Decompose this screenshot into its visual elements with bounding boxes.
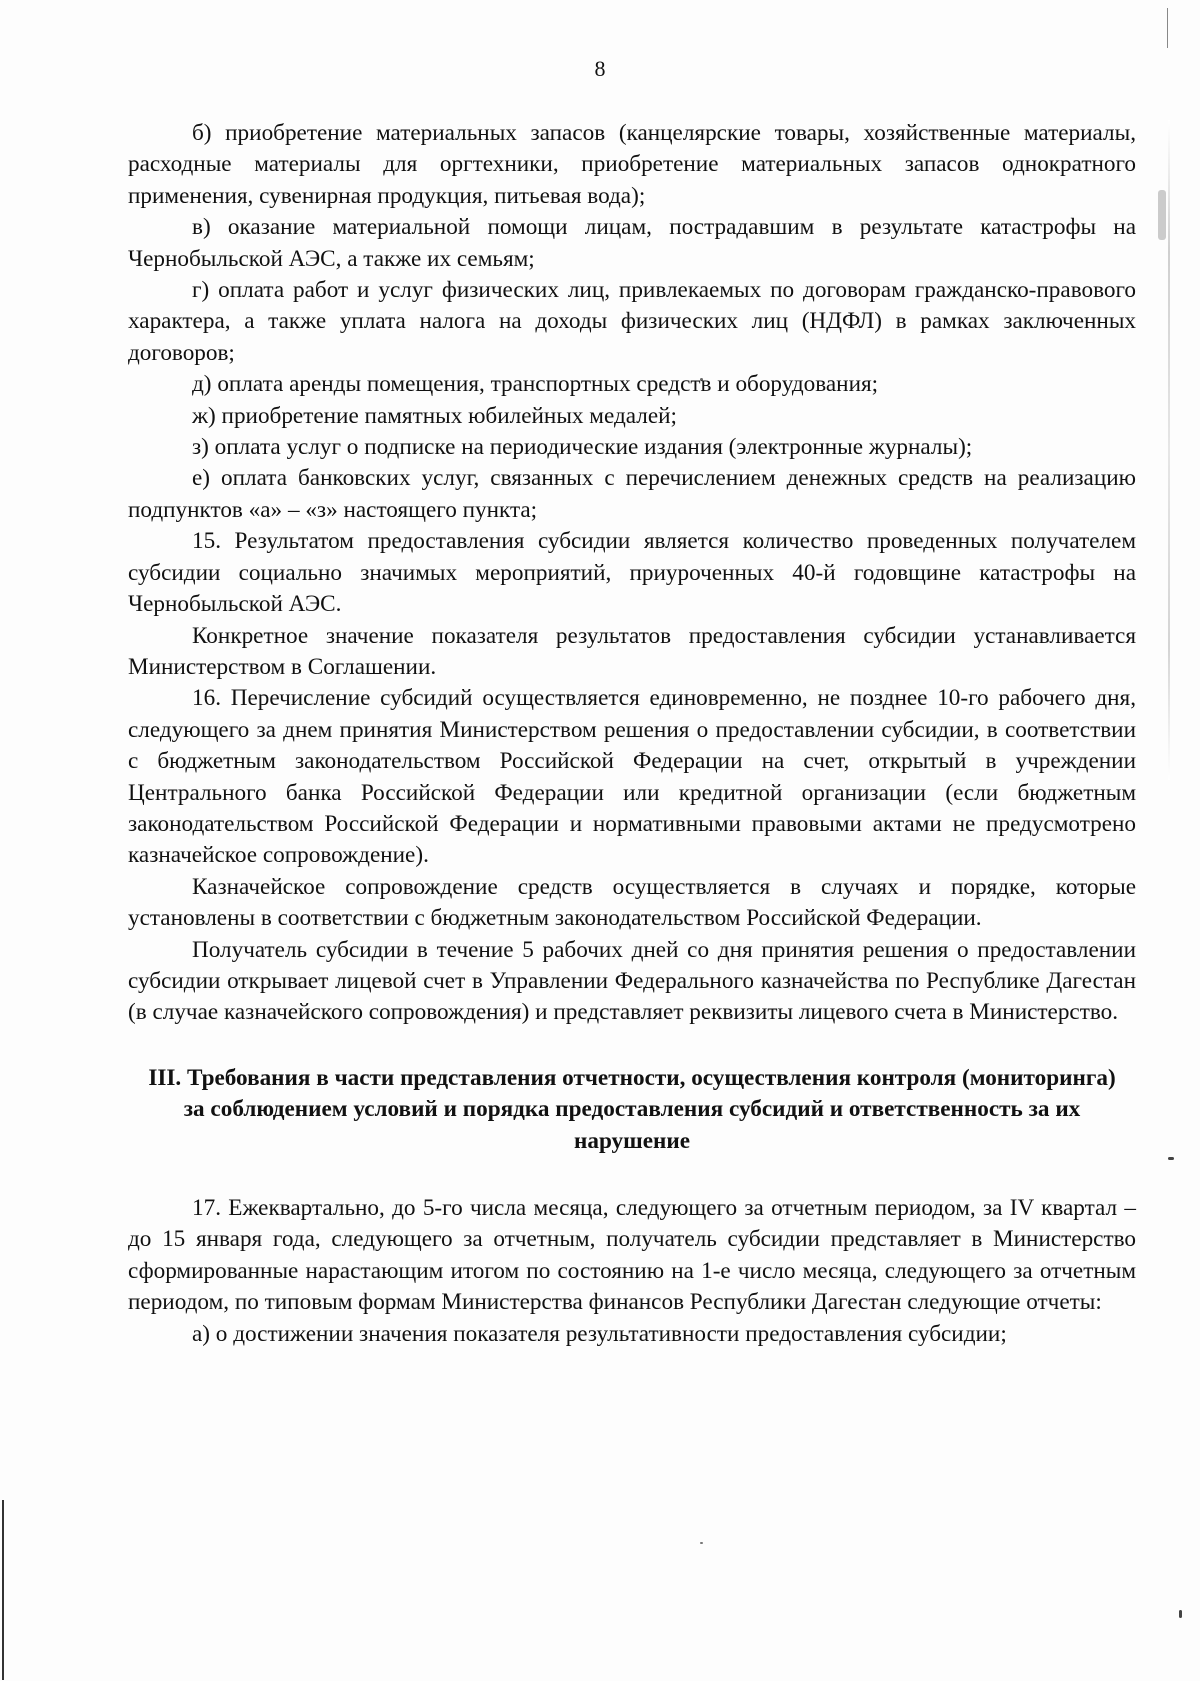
scan-artifact — [1158, 190, 1166, 240]
scan-artifact — [1179, 1610, 1182, 1618]
paragraph: д) оплата аренды помещения, транспортных средств и оборудования; — [192, 371, 879, 398]
paragraph: ж) приобретение памятных юбилейных медалей; — [192, 402, 677, 429]
paragraph: 16. Перечисление субсидий осуществляется единовременно, не позднее 10-го рабочего дня, следующего за днем принятия Министерством решения о предоставлении субсидии, в соответствии с бюджетным законодательством Российской Федерации на счет, открытый в учреждении Центрального банка Российской Федерации или кредитной организации (если бюджетным законодательством Российской Федерации и нормативными правовыми актами не предусмотрено казначейское сопровождение). — [128, 685, 1136, 869]
paragraph: Конкретное значение показателя результатов предоставления субсидии устанавливается Министерством в Соглашении. — [128, 622, 1136, 680]
paragraph: 17. Ежеквартально, до 5-го числа месяца, следующего за отчетным периодом, за IV квартал – до 15 января года, следующего за отчетным, получатель субсидии представляет в Министерство сформированные нарастающим итогом по состоянию на 1-е число месяца, следующего за отчетным периодом, по типовым формам Министерства финансов Республики Дагестан следующие отчеты: — [128, 1195, 1136, 1316]
paragraph: Получатель субсидии в течение 5 рабочих дней со дня принятия решения о предоставлении субсидии открывает лицевой счет в Управлении Федерального казначейства по Республике Дагестан (в случае казначейского сопровождения) и представляет реквизиты лицевого счета в Министерство. — [128, 936, 1136, 1026]
section-heading: III. Требования в части представления отчетности, осуществления контроля (мониторинга) за соблюдением условий и порядка предоставления субсидий и ответственность за их нарушение — [148, 1064, 1116, 1154]
paragraph: Казначейское сопровождение средств осуществляется в случаях и порядке, которые установлены в соответствии с бюджетным законодательством Российской Федерации. — [128, 873, 1136, 932]
paragraph: е) оплата банковских услуг, связанных с перечислением денежных средств на реализацию подпунктов «а» – «з» настоящего пункта; — [128, 465, 1136, 523]
paragraph: з) оплата услуг о подписке на периодические издания (электронные журналы); — [192, 434, 973, 461]
document-body — [128, 118, 1136, 1350]
paragraph: 15. Результатом предоставления субсидии является количество проведенных получателем субсидии социально значимых мероприятий, приуроченных 40-й годовщине катастрофы на Чернобыльской АЭС. — [128, 528, 1136, 618]
page-number: 8 — [594, 56, 606, 81]
scan-artifact — [700, 1542, 703, 1544]
scan-artifact — [2, 1500, 4, 1680]
scan-artifact — [1168, 120, 1170, 780]
scan-artifact — [1168, 1157, 1174, 1160]
scan-artifact — [1167, 8, 1168, 48]
paragraph: в) оказание материальной помощи лицам, пострадавшим в результате катастрофы на Чернобыльской АЭС, а также их семьям; — [128, 214, 1136, 272]
paragraph: г) оплата работ и услуг физических лиц, привлекаемых по договорам гражданско-правового характера, а также уплата налога на доходы физических лиц (НДФЛ) в рамках заключенных договоров; — [128, 277, 1136, 366]
paragraph: а) о достижении значения показателя результативности предоставления субсидии; — [192, 1320, 1007, 1347]
paragraph: б) приобретение материальных запасов (канцелярские товары, хозяйственные материалы, расходные материалы для оргтехники, приобретение материальных запасов однократного применения, сувенирная продукция, питьевая вода); — [128, 120, 1136, 209]
